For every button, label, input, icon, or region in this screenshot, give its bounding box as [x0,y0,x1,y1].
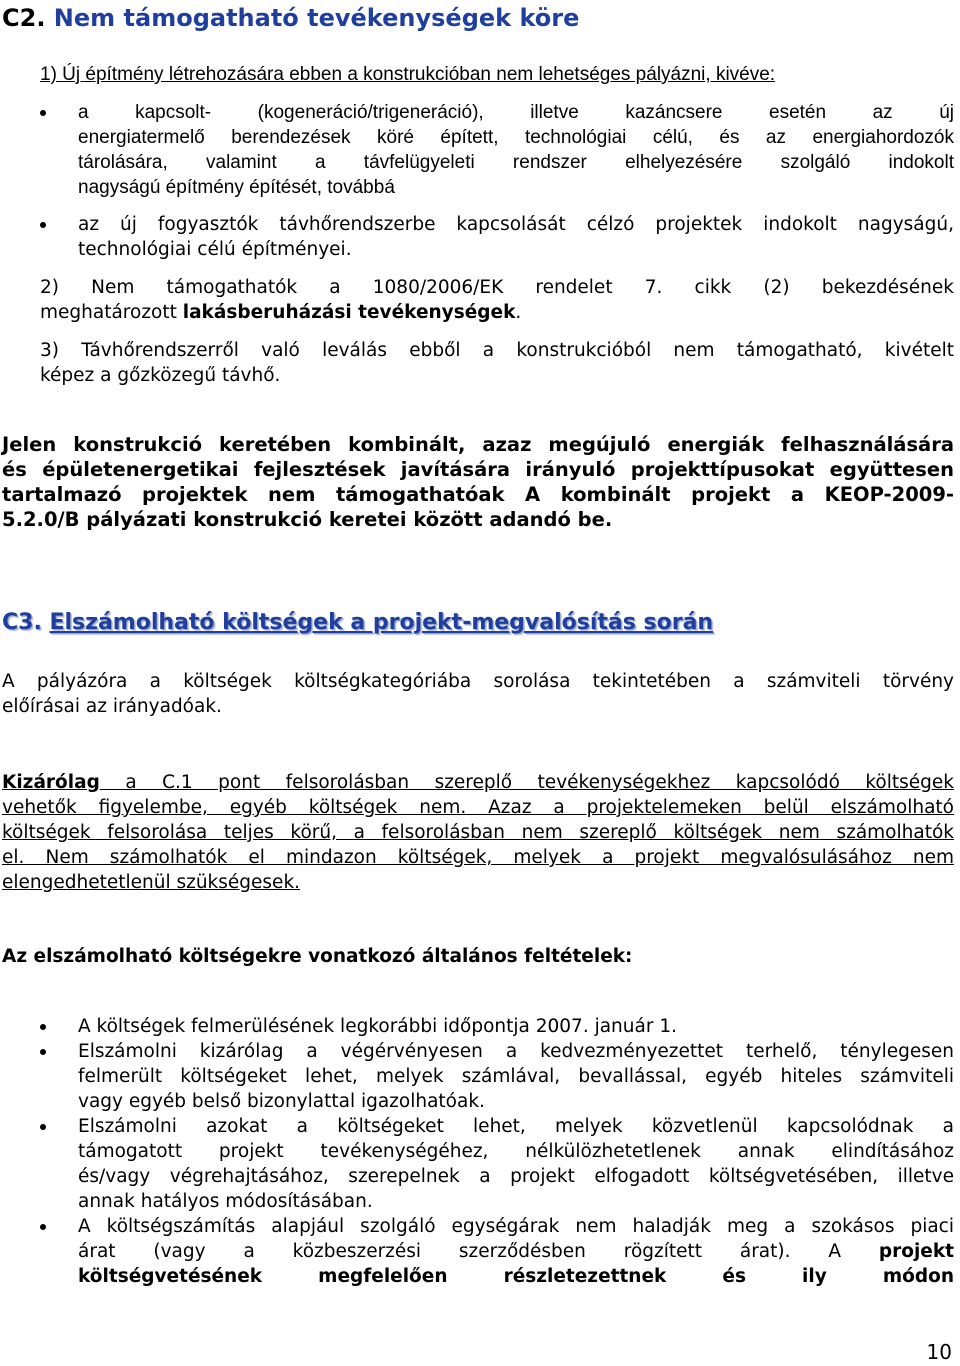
bullet-1-line: a kapcsolt- (kogeneráció/trigeneráció), illetve kazáncsere esetén az új [78,102,954,123]
condition-3-dot [40,1124,46,1130]
bullet-1-text [78,100,954,200]
point-3-line: képez a gőzközegű távhő. [40,365,281,386]
bullet-2-text [78,212,954,262]
bullet-1-line: nagyságú építmény építését, továbbá [78,177,395,198]
condition-3-line: Elszámolni azokat a költségeket lehet, melyek közvetlenül kapcsolódnak a [78,1116,954,1137]
bullet-1-line: tárolására, valamint a távfelügyeleti rendszer elhelyezésére szolgáló indokolt [78,152,954,173]
condition-4-bold-line: költségvetésének megfelelően részletezettnek és ily módon [78,1266,954,1287]
exclusive-line-1-rest: a C.1 pont felsorolásban szereplő tevékenységekhez kapcsolódó költségek [99,772,954,793]
exclusive-line-1 [2,770,954,795]
condition-3-line: támogatott projekt tevékenységéhez, nélkülözhetetlenek annak elindításához [78,1141,954,1162]
exclusive-line: költségek felsorolása teljes körű, a felsorolásban nem szereplő költségek nem számolhatók [2,822,954,843]
point-2-bold: lakásberuházási tevékenységek [182,302,516,323]
point-2-paragraph [40,275,954,325]
condition-2-line: Elszámolni kizárólag a végérvényesen a kedvezményezettet terhelő, ténylegesen [78,1041,954,1062]
intro-paragraph [40,62,954,87]
condition-4-text [78,1214,954,1289]
exclusive-line: vehetők figyelembe, egyéb költségek nem. Azaz a projektelemeken belül elszámolható [2,797,954,818]
condition-3-line: annak hatályos módosításában. [78,1191,373,1212]
page-number: 10 [926,1340,952,1364]
exclusive-line: el. Nem számolhatók el mindazon költségek, melyek a projekt megvalósulásához nem [2,847,954,868]
condition-4-line-2-text: árat (vagy a közbeszerzési szerződésben rögzített árat). A [78,1241,879,1262]
note-line: Jelen konstrukció keretében kombinált, azaz megújuló energiák felhasználására [2,433,954,456]
condition-4-line: A költségszámítás alapjául szolgáló egységárak nem haladják meg a szokásos piaci [78,1216,954,1237]
general-conditions-heading: Az elszámolható költségekre vonatkozó általános feltételek: [2,946,633,967]
section-c3-number: C3. [2,610,42,635]
section-c3-title: Elszámolható költségek a projekt-megvalósítás során [49,610,714,635]
condition-2-line: felmerült költségeket lehet, melyek számlával, bevallással, egyéb hiteles számviteli [78,1066,954,1087]
combined-project-note [2,432,954,532]
note-line: tartalmazó projektek nem támogathatóak A kombinált projekt a KEOP-2009- [2,483,954,506]
condition-1-line: A költségek felmerülésének legkorábbi időpontja 2007. január 1. [78,1016,677,1037]
condition-3-line: és/vagy végrehajtásához, szerepelnek a projekt elfogadott költségvetésében, illetve [78,1166,954,1187]
exclusive-line: elengedhetetlenül szükségesek. [2,872,301,893]
point-2-end: . [515,302,522,323]
condition-4-bold-word: projekt [878,1241,954,1262]
intro-text: 1) Új építmény létrehozására ebben a konstrukcióban nem lehetséges pályázni, kivéve: [40,64,776,85]
condition-1-text [78,1014,954,1039]
point-3-paragraph [40,338,954,388]
condition-2-dot [40,1049,46,1055]
section-c2-number: C2. [2,4,46,32]
bullet-1-line: energiatermelő berendezések köré épített, technológiai célú, és az energiahordozók [78,127,954,148]
section-c2-title: Nem támogatható tevékenységek köre [53,4,580,32]
bullet-2-line: technológiai célú építményei. [78,239,352,260]
condition-2-line: vagy egyéb belső bizonylattal igazolhatóak. [78,1091,485,1112]
bullet-2-dot [40,222,46,228]
section-c2-heading [2,4,579,32]
c3-intro-paragraph [2,669,954,719]
note-line: és épületenergetikai fejlesztések javítására irányuló projekttípusokat együttesen [2,458,954,481]
condition-4-line-2 [78,1239,954,1264]
condition-1-dot [40,1024,46,1030]
point-2-line-2 [40,300,954,325]
point-2-plain: meghatározott [40,302,183,323]
condition-2-text [78,1039,954,1114]
exclusive-word: Kizárólag [2,772,100,793]
point-2-line: 2) Nem támogathatók a 1080/2006/EK rendelet 7. cikk (2) bekezdésének [40,277,954,298]
exclusive-costs-paragraph [2,770,954,895]
bullet-1-dot [40,110,46,116]
note-line: 5.2.0/B pályázati konstrukció keretei között adandó be. [2,508,613,531]
condition-3-text [78,1114,954,1214]
c3-intro-line: előírásai az irányadóak. [2,696,222,717]
c3-intro-line: A pályázóra a költségek költségkategóriába sorolása tekintetében a számviteli törvény [2,671,954,692]
bullet-2-line: az új fogyasztók távhőrendszerbe kapcsolását célzó projektek indokolt nagyságú, [78,214,954,235]
point-3-line: 3) Távhőrendszerről való leválás ebből a konstrukcióból nem támogatható, kivételt [40,340,954,361]
section-c3-heading [2,608,713,638]
condition-4-dot [40,1224,46,1230]
